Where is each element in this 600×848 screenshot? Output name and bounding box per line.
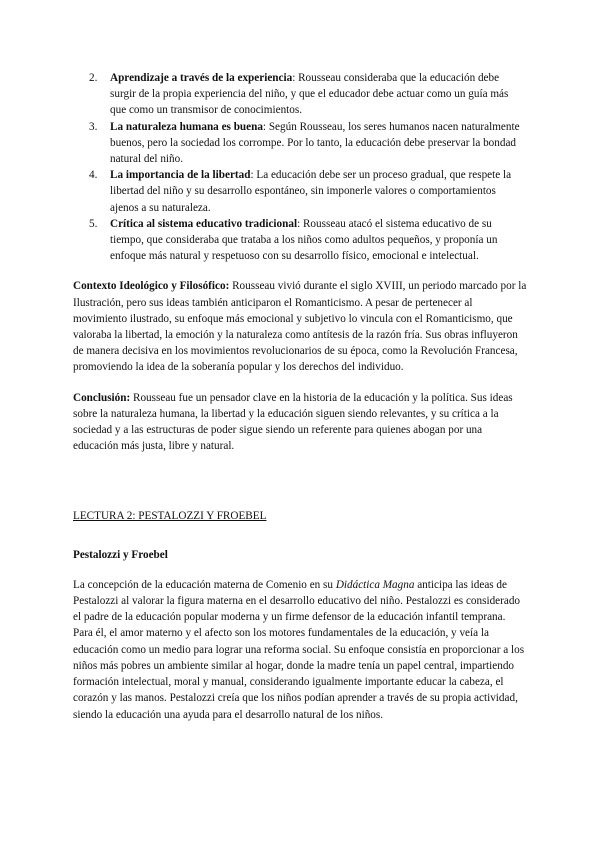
item-title: La importancia de la libertad: [110, 169, 251, 182]
body-paragraph: [73, 577, 527, 723]
list-item: [73, 70, 527, 119]
item-title: Aprendizaje a través de la experiencia: [110, 72, 293, 84]
contexto-text: Rousseau vivió durante el siglo XVIII, un periodo marcado por la Ilustración, pero sus ideas también anticiparon el Romanticismo. A pesar de pertenecer al movimiento ilustrado, su enfoque más emocional y subjetivo lo vincula con el Romanticismo, que valoraba la libertad, la emoción y la naturaleza como antítesis de la razón fría. Sus obras influyeron de manera decisiva en los movimientos revolucionarios de su época, como la Revolución Francesa, promoviendo la idea de la soberanía popular y los derechos del individuo.: [73, 280, 527, 374]
list-number: 2.: [89, 72, 98, 84]
list-item: [73, 119, 527, 168]
item-text: : Rousseau consideraba que la educación debe surgir de la propia experiencia del niño, y que el educador debe actuar como un guía más que como un transmisor de conocimientos.: [110, 72, 509, 117]
item-text: : La educación debe ser un proceso gradual, que respete la libertad del niño y su desarrollo espontáneo, sin imponerle valores o comportamientos ajenos a su naturaleza.: [110, 169, 512, 214]
list-item: [73, 167, 527, 216]
lectura-title: LECTURA 2: PESTALOZZI Y FROEBEL: [73, 510, 267, 523]
book-title: Didáctica Magna: [335, 578, 415, 591]
list-item: [73, 216, 527, 265]
conclusion-label: Conclusión:: [73, 391, 131, 404]
list-number: 5.: [89, 217, 98, 230]
list-number: 4.: [89, 169, 98, 182]
section-heading: Pestalozzi y Froebel: [73, 548, 168, 561]
principles-list: [73, 70, 527, 264]
item-text: : Rousseau atacó el sistema educativo de su tiempo, que consideraba que trataba a los niños como adultos pequeños, y proponía un enfoque más natural y respetuoso con su desarrollo físico, emocional e intelectual.: [110, 217, 498, 263]
contexto-paragraph: [73, 278, 527, 375]
contexto-label: Contexto Ideológico y Filosófico:: [73, 280, 230, 293]
page-content: [73, 70, 527, 723]
item-title: La naturaleza humana es buena: [110, 120, 263, 133]
item-title: Crítica al sistema educativo tradicional: [110, 217, 298, 230]
list-number: 3.: [89, 120, 98, 133]
body-text-start: La concepción de la educación materna de Comenio en su: [73, 578, 336, 591]
conclusion-paragraph: [73, 390, 527, 455]
body-text-rest: anticipa las ideas de Pestalozzi al valorar la figura materna en el desarrollo educativo del niño. Pestalozzi es considerado el padre de la educación popular moderna y un firme defensor de la educación infantil temprana. Para él, el amor materno y el afecto son los motores fundamentales de la educación, y veía la educación como un medio para lograr una reforma social. Su enfoque consistía en proporcionar a los niños más pobres un ambiente similar al hogar, donde la madre tenía un papel central, impartiendo formación intelectual, moral y manual, considerando igualmente importante educar la cabeza, el corazón y las manos. Pestalozzi creía que los niños podían aprender a través de su propia actividad, siendo la educación una ayuda para el desarrollo natural de los niños.: [73, 578, 525, 721]
item-text: : Según Rousseau, los seres humanos nacen naturalmente buenos, pero la sociedad los corrompe. Por lo tanto, la educación debe preservar la bondad natural del niño.: [110, 120, 520, 166]
conclusion-text: Rousseau fue un pensador clave en la historia de la educación y la política. Sus ideas sobre la naturaleza humana, la libertad y la educación siguen siendo relevantes, y su crítica a la sociedad y a las estructuras de poder sigue siendo un referente para quienes abogan por una educación más justa, libre y natural.: [73, 391, 513, 453]
